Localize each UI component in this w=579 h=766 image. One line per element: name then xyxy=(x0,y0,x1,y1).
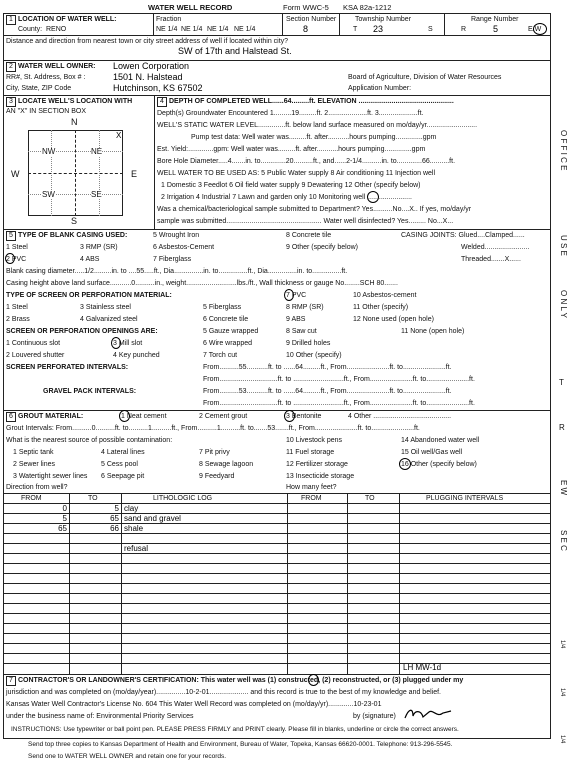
range-r: R xyxy=(461,26,467,33)
certification-line-3: Kansas Water Well Contractor's License No. 604 This Water Well Record was completed on (mo/day/yr).............10-23-01 xyxy=(6,701,382,708)
contam-opt-12: 12 Fertilizer storage xyxy=(286,461,348,468)
distance-value: SW of 17th and Halstead St. xyxy=(178,46,292,56)
section-x-mark: X xyxy=(116,131,122,140)
township-label: Township Number xyxy=(355,16,412,23)
section-number-7: 7 xyxy=(6,676,16,686)
section-number-4: 4 xyxy=(157,97,167,107)
gravel-label: GRAVEL PACK INTERVALS: xyxy=(43,388,137,395)
grout-opt-1: 1 Neat cement xyxy=(121,413,167,420)
fraction-label: Fraction xyxy=(156,16,182,23)
side-office: O F F I C E xyxy=(559,130,568,171)
log-row-to: 5 xyxy=(114,504,119,513)
bentonite-circle-mark xyxy=(284,410,295,422)
perforated-line-1: From..........55...........ft. to ......64.........ft., From......................ft. to......................ft. xyxy=(203,364,452,371)
county-value: RENO xyxy=(46,26,67,33)
casing-opt-6: 6 Asbestos-Cement xyxy=(153,244,215,251)
fraction-4: NE 1/4 xyxy=(234,26,256,33)
how-many-feet-label: How many feet? xyxy=(286,484,337,491)
contam-opt-3: 3 Watertight sewer lines xyxy=(13,473,88,480)
casing-opt-8: 8 Concrete tile xyxy=(286,232,332,239)
contam-opt-7: 7 Pit privy xyxy=(199,449,230,456)
log-row-from: 0 xyxy=(62,504,67,513)
contam-opt-2: 2 Sewer lines xyxy=(13,461,56,468)
opening-opt-9: 9 Drilled holes xyxy=(286,340,331,347)
casing-opt-1: 1 Steel xyxy=(6,244,28,251)
range-circle-mark xyxy=(533,23,547,35)
pump-test-line: Pump test data: Well water was.........ft. after...........hours pumping..............gpm xyxy=(191,134,437,141)
range-label: Range Number xyxy=(471,16,519,23)
quadrant-ne: NE xyxy=(91,147,103,156)
screen-opt-9: 9 ABS xyxy=(286,316,306,323)
fraction-3: NE 1/4 xyxy=(207,26,229,33)
certification-line-1: CONTRACTOR'S OR LANDOWNER'S CERTIFICATION: This water well was (1) constructed, (2) reconstructed, or (3) plugged under my xyxy=(18,677,464,684)
contam-opt-14: 14 Abandoned water well xyxy=(401,437,480,444)
grout-intervals: Grout Intervals: From..........0..........ft. to..........1..........ft., From..........1..........ft. to.......53.......ft., From......................ft. to......................ft. xyxy=(6,425,420,432)
contam-opt-16: 16 Other (specify below) xyxy=(401,461,477,468)
grout-label: GROUT MATERIAL: xyxy=(18,413,84,420)
screen-opt-1: 1 Steel xyxy=(6,304,28,311)
application-label: Application Number: xyxy=(348,85,412,92)
side-quarter-1: 1/4 xyxy=(559,640,565,649)
gravel-line-1: From..........53...........ft. to ......64.........ft., From......................ft. to......................ft. xyxy=(203,388,452,395)
casing-joints: CASING JOINTS: Glued....Clamped...... xyxy=(401,232,525,239)
address-label: RR#, St. Address, Box # : xyxy=(6,74,86,81)
yield-line: Est. Yield:.............gpm: Well water was.........ft. after...........hours pumping..............gpm xyxy=(157,146,426,153)
township-t: T xyxy=(353,26,358,33)
depth-line: DEPTH OF COMPLETED WELL......64.........ft. ELEVATION ................................................. xyxy=(169,98,454,105)
perforated-line-2: From..............................ft. to ..........................ft., From......................ft. to......................ft. xyxy=(203,376,475,383)
side-quarter-2: 1/4 xyxy=(559,688,565,697)
mill-slot-circle-mark xyxy=(111,337,121,349)
opening-opt-5: 5 Gauze wrapped xyxy=(203,328,259,335)
board-text: Board of Agriculture, Division of Water Resources xyxy=(348,74,502,81)
casing-opt-2: 2 PVC xyxy=(6,256,27,263)
grout-opt-3: 3 Bentonite xyxy=(286,413,322,420)
contam-opt-8: 8 Sewage lagoon xyxy=(199,461,254,468)
fraction-2: NE 1/4 xyxy=(181,26,203,33)
screen-opt-2: 2 Brass xyxy=(6,316,30,323)
quadrant-nw: NW xyxy=(42,147,56,156)
certification-line-2: jurisdiction and was completed on (mo/day/year)...............10-2-01.................... and this record is true to the best of my knowledge and belief. xyxy=(6,689,441,696)
contam-opt-10: 10 Livestock pens xyxy=(286,437,343,444)
township-s: S xyxy=(428,26,433,33)
range-ew: E/W xyxy=(528,26,542,33)
contamination-label: What is the nearest source of possible contamination: xyxy=(6,437,173,444)
screen-opt-3: 3 Stainless steel xyxy=(80,304,131,311)
log-row-description: sand and gravel xyxy=(124,514,181,523)
casing-diameter: Blank casing diameter.....1/2.........in. to ....55.....ft., Dia...............in. to...............ft., Dia...............in. to...............ft. xyxy=(6,268,348,275)
screen-pvc-circle-mark xyxy=(284,289,294,301)
screen-opt-4: 4 Galvanized steel xyxy=(80,316,138,323)
send-copies-line: Send top three copies to Kansas Department of Health and Environment, Bureau of Water, Topeka, Kansas 66620-0001. Telephone: 913-296-5545. xyxy=(28,741,453,748)
static-level-line: WELL'S STATIC WATER LEVEL..............ft. below land surface measured on mo/day/yr.......................... xyxy=(157,122,478,129)
section-label: Section Number xyxy=(286,16,337,23)
compass-e: E xyxy=(131,169,138,179)
side-only: O N L Y xyxy=(559,290,568,319)
section-number-5: 5 xyxy=(6,231,16,241)
log-header-from: FROM xyxy=(21,495,42,502)
address-value: 1501 N. Halstead xyxy=(113,72,183,82)
send-owner-line: Send one to WATER WELL OWNER and retain one for your records. xyxy=(28,753,227,760)
casing-pvc-circle-mark xyxy=(5,253,15,264)
section-number-2: 2 xyxy=(6,62,16,72)
certification-line-4: under the business name of: Environmental Priority Services xyxy=(6,713,194,720)
contam-opt-11: 11 Fuel storage xyxy=(286,449,335,456)
sample-line: Was a chemical/bacteriological sample submitted to Department? Yes..........No....X.. If yes, mo/day/yr xyxy=(157,206,472,213)
openings-label: SCREEN OR PERFORATION OPENINGS ARE: xyxy=(6,328,158,335)
log-row-description: shale xyxy=(124,524,144,533)
screen-opt-12: 12 None used (open hole) xyxy=(353,316,434,323)
county-label: County: xyxy=(18,26,43,33)
section-value: 8 xyxy=(303,24,309,34)
screen-opt-6: 6 Concrete tile xyxy=(203,316,249,323)
use-options-2: 2 Irrigation 4 Industrial 7 Lawn and garden only 10 Monitoring well ....................... xyxy=(161,194,412,201)
side-sec: S E C xyxy=(559,530,568,551)
plug-header-from: FROM xyxy=(301,495,322,502)
section-number-1: 1 xyxy=(6,15,16,25)
plug-header-to: TO xyxy=(365,495,375,502)
contam-opt-5: 5 Cess pool xyxy=(101,461,138,468)
casing-height: Casing height above land surface...........0..........in., weight..........................lbs./ft., Wall thickness or gauge No........SCH 80....... xyxy=(6,280,398,287)
sample-submitted-line: sample was submitted................................................. Water well disinfected? Yes......... No...X... xyxy=(157,218,454,225)
constructed-circle-mark xyxy=(308,674,319,686)
opening-opt-10: 10 Other (specify) xyxy=(286,352,342,359)
location-label: LOCATION OF WATER WELL: xyxy=(18,16,117,23)
compass-n: N xyxy=(71,117,78,127)
log-row-description: refusal xyxy=(124,544,149,553)
range-value: 5 xyxy=(493,24,499,34)
fraction-1: NE 1/4 xyxy=(156,26,178,33)
section-number-3: 3 xyxy=(6,97,16,107)
groundwater-line: Depth(s) Groundwater Encountered 1.........19.........ft. 2....................ft. 3....................ft. xyxy=(157,110,424,117)
contam-opt-6: 6 Seepage pit xyxy=(101,473,145,480)
side-quarter-3: 1/4 xyxy=(559,735,565,744)
use-label-line: WELL WATER TO BE USED AS: 5 Public Water supply 8 Air conditioning 11 Injection well xyxy=(157,170,436,177)
perforated-label: SCREEN PERFORATED INTERVALS: xyxy=(6,364,129,371)
signature-label: by (signature) xyxy=(353,713,396,720)
casing-welded: Welded....................... xyxy=(461,244,530,251)
distance-label: Distance and direction from nearest town or city street address of well if located within city? xyxy=(6,38,289,45)
compass-s: S xyxy=(71,216,78,226)
contam-opt-13: 13 Insecticide storage xyxy=(286,473,355,480)
opening-opt-6: 6 Wire wrapped xyxy=(203,340,253,347)
casing-label: TYPE OF BLANK CASING USED: xyxy=(18,232,128,239)
owner-value: Lowen Corporation xyxy=(113,61,190,71)
form-title: WATER WELL RECORD xyxy=(148,3,233,12)
contam-opt-9: 9 Feedyard xyxy=(199,473,235,480)
casing-threaded: Threaded.......X...... xyxy=(461,256,521,263)
side-ew: E W xyxy=(559,480,568,496)
screen-opt-8: 8 RMP (SR) xyxy=(286,304,324,311)
ksa-code: KSA 82a-1212 xyxy=(343,3,392,12)
log-row-from: 65 xyxy=(58,524,67,533)
casing-opt-7: 7 Fiberglass xyxy=(153,256,192,263)
water-well-record-form xyxy=(3,4,551,762)
contam-opt-4: 4 Lateral lines xyxy=(101,449,145,456)
log-header-to: TO xyxy=(88,495,98,502)
neat-cement-circle-mark xyxy=(119,410,130,422)
opening-opt-3: 3 Mill slot xyxy=(113,340,143,347)
use-options-1: 1 Domestic 3 Feedlot 6 Oil field water supply 9 Dewatering 12 Other (specify below) xyxy=(161,182,421,189)
township-value: 23 xyxy=(373,24,384,34)
log-row-from: 5 xyxy=(62,514,67,523)
bore-hole-line: Bore Hole Diameter.....4.......in. to.............20..........ft., and......2-1/4..........in. to.............66..........ft. xyxy=(157,158,456,165)
locate-label: LOCATE WELL'S LOCATION WITH xyxy=(18,98,133,105)
casing-opt-4: 4 ABS xyxy=(80,256,100,263)
opening-opt-7: 7 Torch cut xyxy=(203,352,238,359)
log-header-lithologic: LITHOLOGIC LOG xyxy=(153,495,213,502)
screen-opt-7: 7 PVC xyxy=(286,292,307,299)
plug-header-intervals: PLUGGING INTERVALS xyxy=(426,495,504,502)
side-r: R xyxy=(559,423,565,432)
owner-label: WATER WELL OWNER: xyxy=(18,63,96,70)
compass-w: W xyxy=(11,169,20,179)
screen-label: TYPE OF SCREEN OR PERFORATION MATERIAL: xyxy=(6,292,172,299)
casing-opt-5: 5 Wrought Iron xyxy=(153,232,200,239)
city-label: City, State, ZIP Code xyxy=(6,85,72,92)
opening-opt-2: 2 Louvered shutter xyxy=(6,352,65,359)
screen-opt-10: 10 Asbestos-cement xyxy=(353,292,417,299)
locate-label-2: AN "X" IN SECTION BOX xyxy=(6,108,87,115)
side-use: U S E xyxy=(559,235,568,256)
signature-mark xyxy=(401,706,461,722)
casing-opt-3: 3 RMP (SR) xyxy=(80,244,118,251)
casing-opt-9: 9 Other (specify below) xyxy=(286,244,358,251)
form-number: Form WWC-5 xyxy=(283,3,329,12)
quadrant-sw: SW xyxy=(42,190,55,199)
contam-opt-15: 15 Oil well/Gas well xyxy=(401,449,463,456)
side-t: T xyxy=(559,378,564,387)
opening-opt-11: 11 None (open hole) xyxy=(401,328,465,335)
log-row-to: 66 xyxy=(110,524,119,533)
screen-opt-11: 11 Other (specify) xyxy=(353,304,409,311)
instructions-line: INSTRUCTIONS: Use typewriter or ball point pen. PLEASE PRESS FIRMLY and PRINT clearly. Please fill in blanks, underline or circle the correct answers. xyxy=(11,726,459,733)
other-16-circle-mark xyxy=(399,458,411,470)
opening-opt-4: 4 Key punched xyxy=(113,352,160,359)
opening-opt-1: 1 Continuous slot xyxy=(6,340,61,347)
use-10-circle-mark xyxy=(367,191,379,203)
direction-label: Direction from well? xyxy=(6,484,68,491)
grout-opt-2: 2 Cement grout xyxy=(199,413,248,420)
city-value: Hutchinson, KS 67502 xyxy=(113,83,203,93)
opening-opt-8: 8 Saw cut xyxy=(286,328,317,335)
gravel-line-2: From..............................ft. to ..........................ft., From......................ft. to......................ft. xyxy=(203,400,475,407)
section-number-6: 6 xyxy=(6,412,16,422)
grout-opt-4: 4 Other ........................................ xyxy=(348,413,452,420)
contam-opt-1: 1 Septic tank xyxy=(13,449,54,456)
screen-opt-5: 5 Fiberglass xyxy=(203,304,242,311)
log-row-description: clay xyxy=(124,504,139,513)
quadrant-se: SE xyxy=(91,190,102,199)
log-row-to: 65 xyxy=(110,514,119,523)
well-tag: LH MW-1d xyxy=(403,663,442,672)
